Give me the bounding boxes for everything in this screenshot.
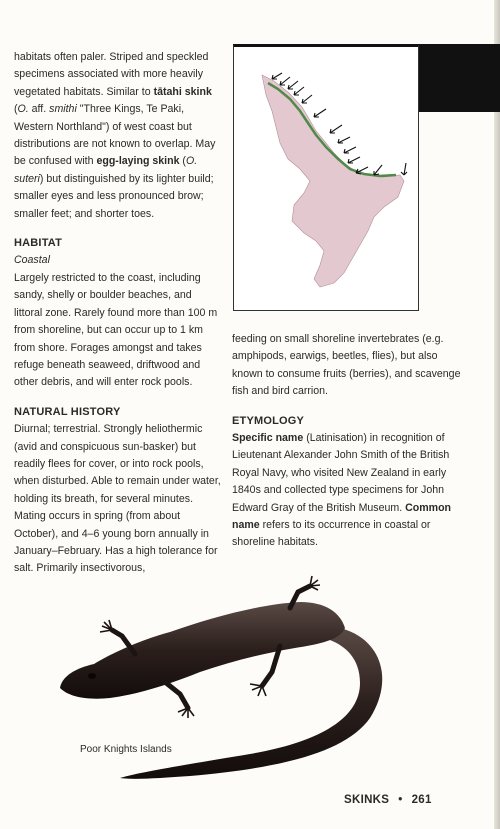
- confused-species-name: egg-laying skink: [96, 155, 180, 168]
- continuation-paragraph: feeding on small shoreline invertebrates (e.g. amphipods, earwigs, beetles, flies), but also known to consume fruits (berries), and scavenge fish and bird carrion.: [232, 333, 461, 398]
- skink-eye: [88, 673, 96, 679]
- page-footer: [344, 794, 432, 806]
- map-graphic: [234, 47, 418, 310]
- north-island-landmass: [262, 75, 404, 287]
- similar-species-name: tātahi skink: [153, 85, 212, 98]
- right-column: [232, 331, 462, 552]
- description-paragraph: habitats often paler. Striped and speckled specimens associated with more heavily vegetated habitats. Similar to tātahi skink (O. aff. smithi "Three Kings, Te Paki, Western Northland") of west coast but distributions are not known to overlap. May be confused with egg-laying skink (O. suteri) but distinguished by its lighter build; smaller eyes and less pronounced brow; smaller feet; and shorter toes.: [14, 51, 216, 220]
- skink-photo: [40, 568, 460, 798]
- distribution-map: [233, 44, 419, 311]
- habitat-heading: HABITAT: [14, 237, 63, 250]
- page-edge: [494, 0, 500, 829]
- etymology-heading: ETYMOLOGY: [232, 414, 305, 427]
- footer-separator: •: [398, 794, 403, 806]
- left-column: [14, 49, 222, 578]
- section-tab-marker: [418, 44, 500, 112]
- natural-history-paragraph: Diurnal; terrestrial. Strongly heliothermic (avid and conspicuous sun-basker) but readily flees for cover, or into rock pools, when disturbed. Able to remain under water, holding its breath, for several minutes. Mating occurs in spring (from about October), and 4–6 young born annually in January–February. Has a high tolerance for salt. Primarily insectivorous,: [14, 423, 221, 575]
- etymology-paragraph: Specific name (Latinisation) in recognition of Lieutenant Alexander John Smith of the British Royal Navy, who visited New Zealand in early 1840s and collected type specimens for John Edward Gray of the British Museum. Common name refers to its occurrence in coastal or shoreline habitats.: [232, 432, 452, 549]
- habitat-paragraph: Largely restricted to the coast, including sandy, shelly or boulder beaches, and littoral zone. Rarely found more than 100 m from shoreline, but can occur up to 1 km from shore. Forages amongst and takes refuge beneath seaweed, driftwood and other debris, and will enter rock pools.: [14, 271, 218, 389]
- natural-history-heading: NATURAL HISTORY: [14, 405, 121, 418]
- habitat-subheading: Coastal: [14, 254, 50, 267]
- skink-body: [60, 602, 345, 699]
- section-name: SKINKS: [344, 794, 390, 806]
- photo-caption: Poor Knights Islands: [80, 744, 172, 755]
- page-number: 261: [411, 794, 432, 806]
